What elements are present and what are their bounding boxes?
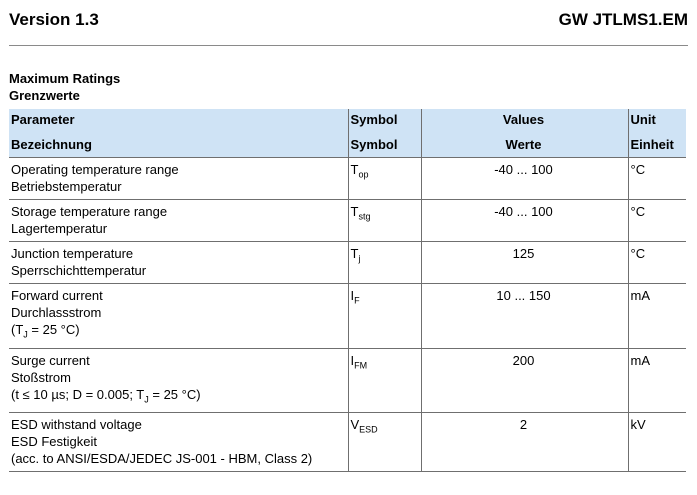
value-cell: -40 ... 100 <box>421 200 628 242</box>
symbol-cell: $T_j$ <box>348 242 421 284</box>
header-values-de: Werte <box>505 137 542 152</box>
header-symbol <box>348 109 421 158</box>
part-number: GW JTLMS1.EM <box>558 10 688 29</box>
header-unit-de: Einheit <box>630 137 674 152</box>
header-parameter-en: Parameter <box>11 112 75 127</box>
maximum-ratings-table <box>9 109 686 472</box>
parameter-cell: Forward current Durchlassstrom ($T_J = 25$ °C) <box>11 288 103 340</box>
parameter-cell: ESD withstand voltage ESD Festigkeit (acc. to ANSI/ESDA/JEDEC JS-001 - HBM, Class 2) <box>11 417 313 467</box>
version-label: Version 1.3 <box>9 10 99 29</box>
parameter-cell: Storage temperature range Lagertemperatur <box>11 204 168 236</box>
unit-cell: °C <box>628 242 686 284</box>
header-divider <box>9 45 688 46</box>
header-values <box>421 109 628 158</box>
parameter-cell: Junction temperature Sperrschichttemperatur <box>11 246 147 278</box>
header-parameter <box>9 109 348 158</box>
section-title-en: Maximum Ratings <box>9 71 121 86</box>
table-row <box>9 242 686 284</box>
value-cell: 125 <box>421 242 628 284</box>
header-unit-en: Unit <box>630 112 656 127</box>
table-row <box>9 158 686 200</box>
parameter-cell: Operating temperature range Betriebstemperatur <box>11 162 179 194</box>
table-row <box>9 284 686 349</box>
page-header <box>9 10 688 32</box>
value-cell: 10 ... 150 <box>421 284 628 349</box>
symbol-cell: $T_{stg}$ <box>348 200 421 242</box>
header-symbol-de: Symbol <box>350 137 398 152</box>
symbol-cell: $V_{ESD}$ <box>348 413 421 472</box>
parameter-cell: Surge current Stoßstrom (t ≤ 10 µs; D = 0.005; $T_J = 25$ °C) <box>11 352 201 405</box>
unit-cell: °C <box>628 158 686 200</box>
table-row <box>9 348 686 413</box>
unit-cell: mA <box>628 284 686 349</box>
unit-cell: °C <box>628 200 686 242</box>
section-title <box>9 70 120 104</box>
table-row <box>9 413 686 472</box>
header-values-en: Values <box>502 112 545 127</box>
unit-cell: mA <box>628 348 686 413</box>
header-parameter-de: Bezeichnung <box>11 137 92 152</box>
unit-cell: kV <box>628 413 686 472</box>
table-row <box>9 200 686 242</box>
value-cell: -40 ... 100 <box>421 158 628 200</box>
table-header-row <box>9 109 686 158</box>
value-cell: 2 <box>421 413 628 472</box>
symbol-cell: $I_F$ <box>348 284 421 349</box>
header-symbol-en: Symbol <box>350 112 398 127</box>
symbol-cell: $I_{FM}$ <box>348 348 421 413</box>
section-title-de: Grenzwerte <box>9 88 80 103</box>
header-unit <box>628 109 686 158</box>
value-cell: 200 <box>421 348 628 413</box>
symbol-cell: $T_{op}$ <box>348 158 421 200</box>
